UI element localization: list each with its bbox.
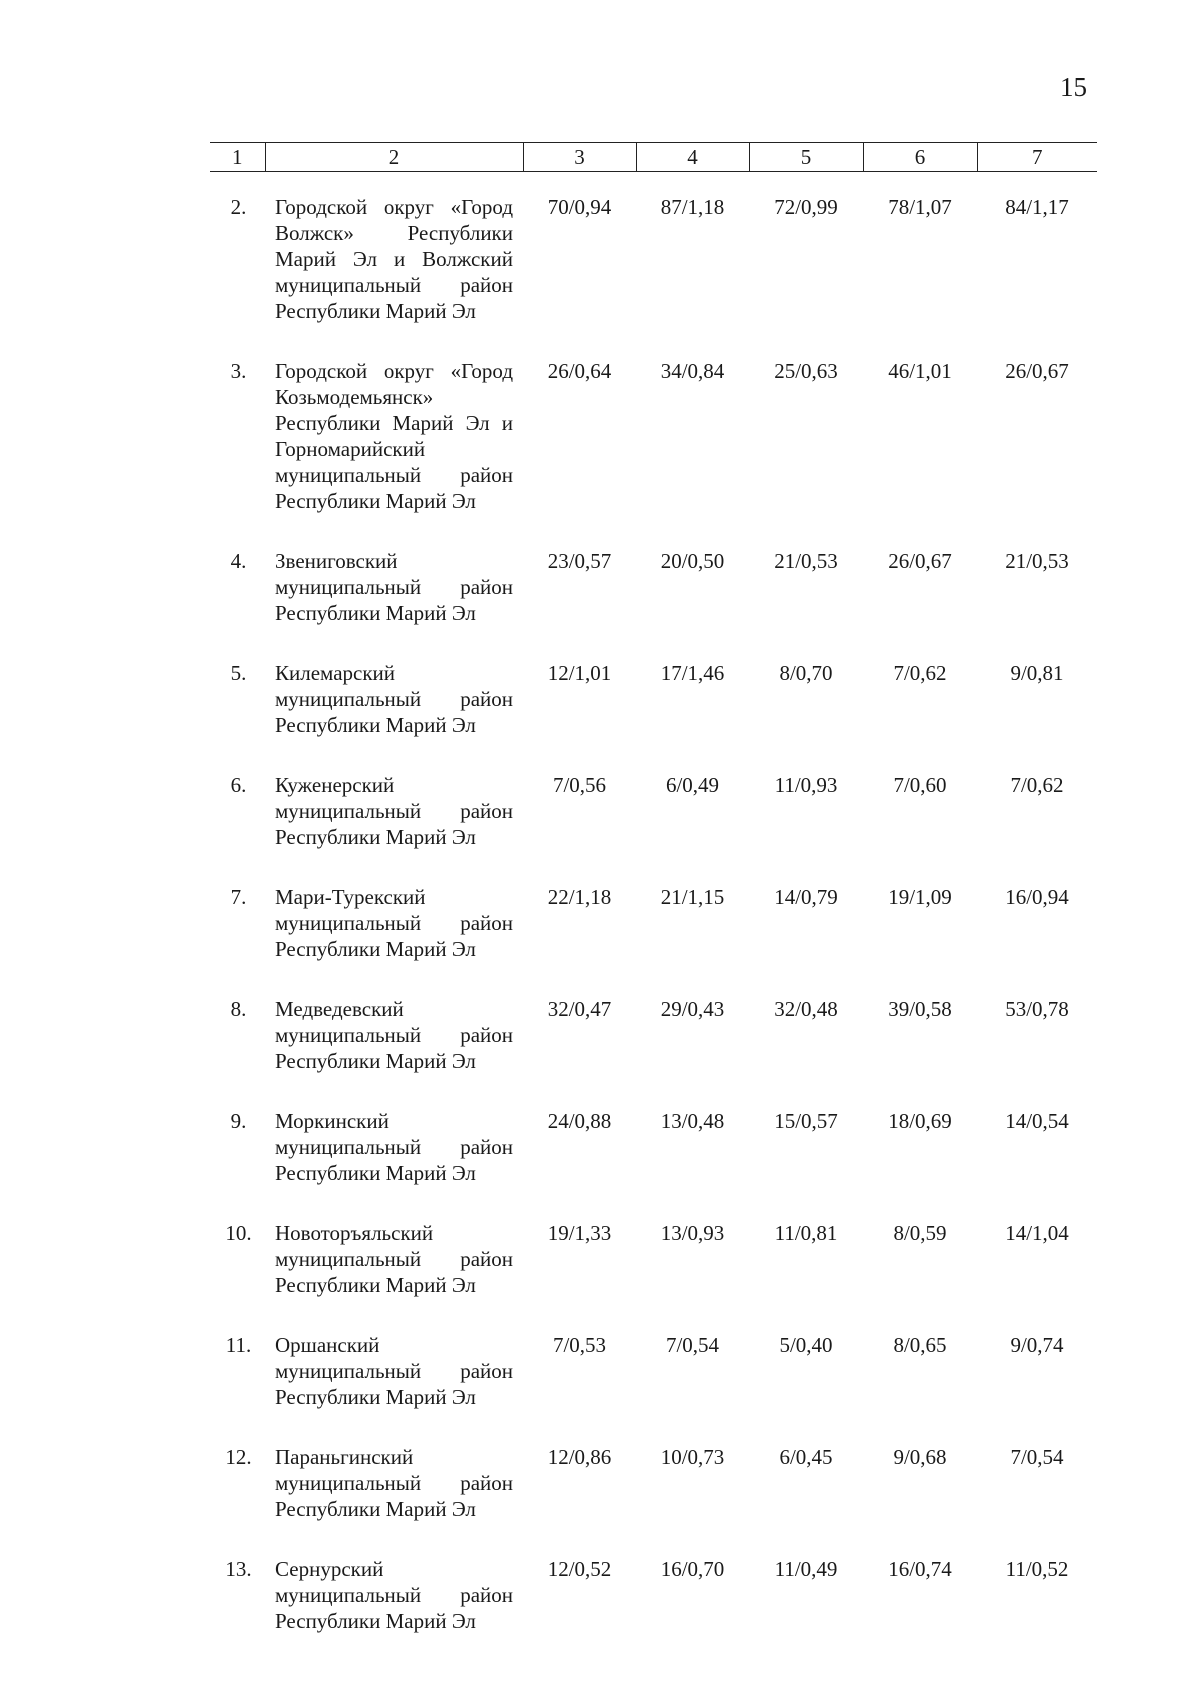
value-cell-col-5: 11/0,81	[774, 1221, 838, 1245]
value-cell-col-3: 70/0,94	[547, 195, 612, 219]
value-cell-col-4: 29/0,43	[660, 997, 725, 1021]
value-cell-col-3: 7/0,53	[552, 1333, 607, 1357]
value-cell-col-7: 14/1,04	[1005, 1221, 1069, 1245]
data-table-container	[210, 142, 1097, 1668]
table-row	[210, 1444, 1097, 1556]
value-cell-col-3: 26/0,64	[547, 359, 612, 383]
table-row	[210, 1556, 1097, 1668]
row-number: 8.	[230, 997, 247, 1021]
value-cell-col-7: 84/1,17	[1005, 195, 1069, 219]
table-row	[210, 548, 1097, 660]
value-cell-col-7: 14/0,54	[1005, 1109, 1069, 1133]
value-cell-col-6: 7/0,62	[893, 661, 947, 685]
row-number: 7.	[230, 885, 247, 909]
value-cell-col-7: 16/0,94	[1005, 885, 1069, 909]
value-cell-col-6: 16/0,74	[888, 1557, 952, 1581]
municipality-name: Сернурский муниципальный район Республики Марий Эл	[275, 1557, 513, 1633]
table-body	[210, 172, 1097, 1669]
value-cell-col-6: 39/0,58	[888, 997, 952, 1021]
table-row	[210, 996, 1097, 1108]
value-cell-col-3: 12/1,01	[547, 661, 612, 685]
value-cell-col-5: 6/0,45	[779, 1445, 833, 1469]
value-cell-col-6: 78/1,07	[888, 195, 952, 219]
value-cell-col-7: 9/0,81	[1010, 661, 1064, 685]
value-cell-col-4: 10/0,73	[660, 1445, 725, 1469]
value-cell-col-3: 24/0,88	[547, 1109, 612, 1133]
value-cell-col-6: 46/1,01	[888, 359, 952, 383]
value-cell-col-7: 21/0,53	[1005, 549, 1069, 573]
header-cell-col-7: 7	[977, 143, 1097, 172]
row-number: 3.	[230, 359, 247, 383]
value-cell-col-6: 7/0,60	[893, 773, 947, 797]
value-cell-col-4: 20/0,50	[660, 549, 725, 573]
value-cell-col-6: 18/0,69	[888, 1109, 952, 1133]
value-cell-col-6: 8/0,59	[893, 1221, 947, 1245]
value-cell-col-4: 17/1,46	[660, 661, 725, 685]
value-cell-col-7: 9/0,74	[1010, 1333, 1064, 1357]
municipality-name: Параньгинский муниципальный район Республики Марий Эл	[275, 1445, 513, 1521]
value-cell-col-7: 7/0,54	[1010, 1445, 1064, 1469]
value-cell-col-5: 5/0,40	[779, 1333, 833, 1357]
value-cell-col-3: 32/0,47	[547, 997, 612, 1021]
page-number: 15	[1060, 72, 1087, 102]
value-cell-col-4: 87/1,18	[660, 195, 725, 219]
municipality-name: Городской округ «Город Волжск» Республики Марий Эл и Волжский муниципальный район Республики Марий Эл	[275, 195, 513, 323]
table-row	[210, 1332, 1097, 1444]
value-cell-col-7: 26/0,67	[1005, 359, 1069, 383]
value-cell-col-3: 19/1,33	[547, 1221, 612, 1245]
value-cell-col-4: 7/0,54	[665, 1333, 720, 1357]
value-cell-col-6: 8/0,65	[893, 1333, 947, 1357]
value-cell-col-5: 8/0,70	[779, 661, 833, 685]
municipality-name: Медведевский муниципальный район Республики Марий Эл	[275, 997, 513, 1073]
value-cell-col-5: 11/0,93	[774, 773, 838, 797]
value-cell-col-4: 16/0,70	[660, 1557, 725, 1581]
value-cell-col-5: 32/0,48	[774, 997, 838, 1021]
table-spacer-row	[210, 172, 1097, 195]
value-cell-col-4: 21/1,15	[660, 885, 725, 909]
table-row	[210, 660, 1097, 772]
value-cell-col-4: 13/0,48	[660, 1109, 725, 1133]
table-row	[210, 1220, 1097, 1332]
table-header	[210, 143, 1097, 172]
municipality-name: Новоторъяльский муниципальный район Республики Марий Эл	[275, 1221, 513, 1297]
value-cell-col-5: 21/0,53	[774, 549, 838, 573]
value-cell-col-5: 14/0,79	[774, 885, 838, 909]
municipality-name: Оршанский муниципальный район Республики Марий Эл	[275, 1333, 513, 1409]
value-cell-col-5: 72/0,99	[774, 195, 838, 219]
header-cell-col-3: 3	[523, 143, 636, 172]
value-cell-col-5: 15/0,57	[774, 1109, 838, 1133]
value-cell-col-4: 13/0,93	[660, 1221, 725, 1245]
table-row	[210, 194, 1097, 358]
header-cell-col-5: 5	[749, 143, 863, 172]
value-cell-col-3: 12/0,52	[547, 1557, 612, 1581]
table-row	[210, 358, 1097, 548]
value-cell-col-6: 9/0,68	[893, 1445, 947, 1469]
value-cell-col-4: 6/0,49	[665, 773, 720, 797]
value-cell-col-3: 22/1,18	[547, 885, 612, 909]
row-number: 12.	[225, 1445, 252, 1469]
data-table	[210, 142, 1097, 1668]
row-number: 4.	[230, 549, 247, 573]
municipality-name: Мари-Турекский муниципальный район Республики Марий Эл	[275, 885, 513, 961]
municipality-name: Городской округ «Город Козьмодемьянск» Республики Марий Эл и Горномарийский муниципальный район Республики Марий Эл	[275, 359, 513, 513]
header-cell-col-6: 6	[863, 143, 977, 172]
header-cell-col-2: 2	[265, 143, 523, 172]
value-cell-col-6: 26/0,67	[888, 549, 952, 573]
row-number: 10.	[225, 1221, 252, 1245]
row-number: 11.	[225, 1333, 252, 1357]
row-number: 13.	[225, 1557, 252, 1581]
value-cell-col-5: 25/0,63	[774, 359, 838, 383]
header-cell-col-4: 4	[636, 143, 749, 172]
municipality-name: Моркинский муниципальный район Республики Марий Эл	[275, 1109, 513, 1185]
value-cell-col-3: 7/0,56	[552, 773, 607, 797]
row-number: 5.	[230, 661, 247, 685]
value-cell-col-7: 7/0,62	[1010, 773, 1064, 797]
value-cell-col-4: 34/0,84	[660, 359, 725, 383]
row-number: 9.	[230, 1109, 247, 1133]
header-cell-col-1: 1	[210, 143, 265, 172]
table-row	[210, 1108, 1097, 1220]
value-cell-col-3: 23/0,57	[547, 549, 612, 573]
row-number: 2.	[230, 195, 247, 219]
value-cell-col-7: 53/0,78	[1005, 997, 1069, 1021]
municipality-name: Килемарский муниципальный район Республики Марий Эл	[275, 661, 513, 737]
table-row	[210, 772, 1097, 884]
value-cell-col-6: 19/1,09	[888, 885, 952, 909]
value-cell-col-5: 11/0,49	[774, 1557, 838, 1581]
row-number: 6.	[230, 773, 247, 797]
table-row	[210, 884, 1097, 996]
header-row	[210, 143, 1097, 172]
value-cell-col-3: 12/0,86	[547, 1445, 612, 1469]
municipality-name: Куженерский муниципальный район Республики Марий Эл	[275, 773, 513, 849]
value-cell-col-7: 11/0,52	[1005, 1557, 1069, 1581]
municipality-name: Звениговский муниципальный район Республики Марий Эл	[275, 549, 513, 625]
